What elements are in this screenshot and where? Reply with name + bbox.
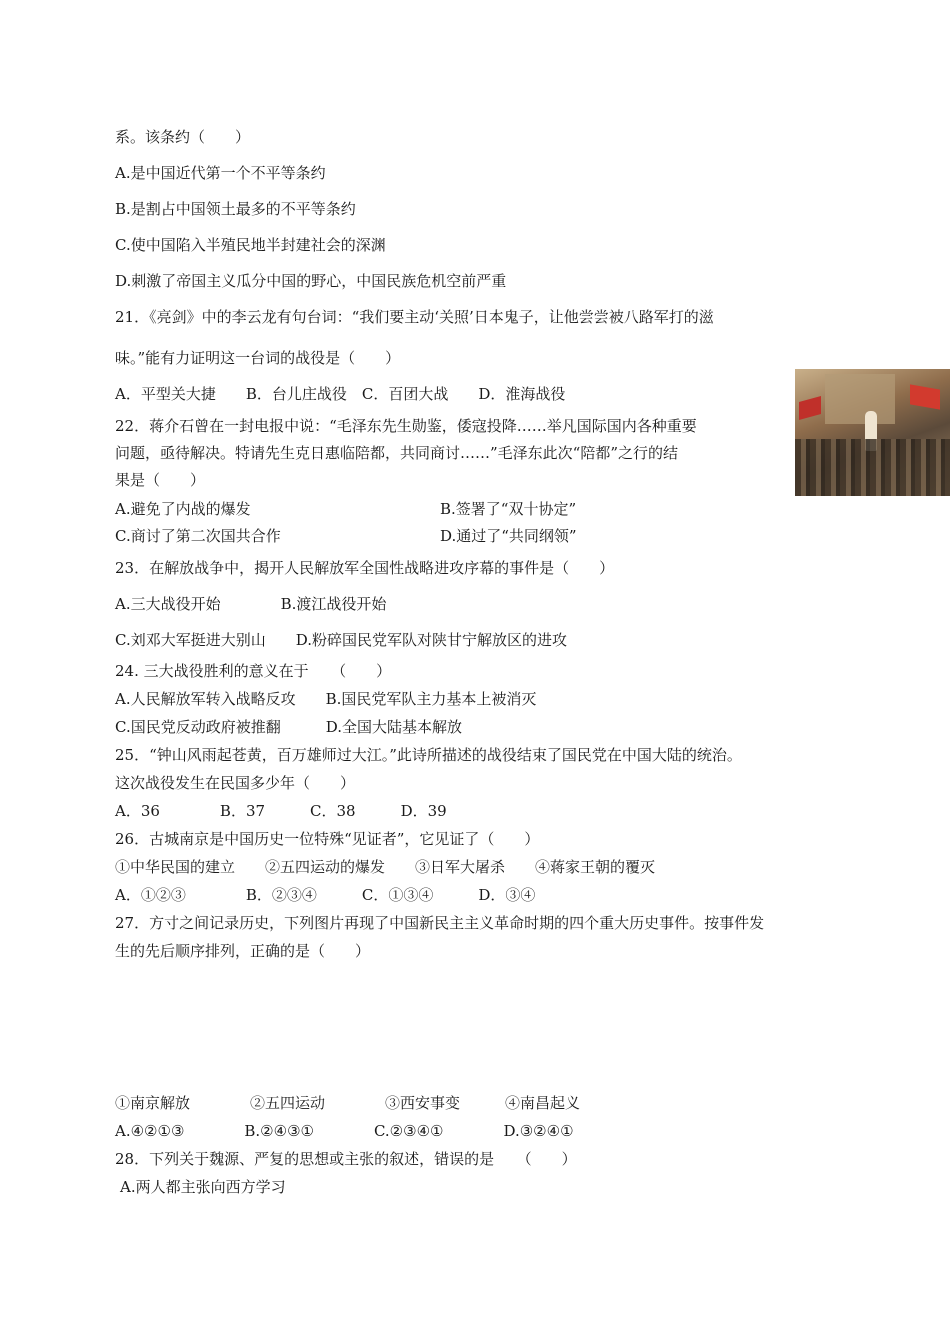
- q23-options-ab: A.三大战役开始 B.渡江战役开始: [115, 595, 387, 613]
- q23-stem: 23．在解放战争中，揭开人民解放军全国性战略进攻序幕的事件是（ ）: [115, 559, 615, 577]
- q25-stem-line2: 这次战役发生在民国多少年（ ）: [115, 774, 356, 792]
- q21-stem-line2: 味。”能有力证明这一台词的战役是（ ）: [115, 349, 401, 367]
- q23-options-cd: C.刘邓大军挺进大别山 D.粉碎国民党军队对陕甘宁解放区的进攻: [115, 631, 567, 649]
- q27-options: A.④②①③ B.②④③① C.②③④① D.③②④①: [115, 1122, 574, 1140]
- q22-option-d: D.通过了“共同纲领”: [440, 527, 577, 545]
- historical-painting: [795, 369, 950, 496]
- q26-options: A．①②③ B．②③④ C．①③④ D．③④: [115, 886, 536, 904]
- q26-stem: 26．古城南京是中国历史一位特殊“见证者”，它见证了（ ）: [115, 830, 540, 848]
- q24-options-cd: C.国民党反动政府被推翻 D.全国大陆基本解放: [115, 718, 462, 736]
- q27-items: ①南京解放 ②五四运动 ③西安事变 ④南昌起义: [115, 1094, 581, 1112]
- q25-options: A．36 B．37 C．38 D．39: [115, 802, 447, 820]
- q28-option-a: A.两人都主张向西方学习: [120, 1178, 286, 1196]
- q22-option-a: A.避免了内战的爆发: [115, 500, 251, 518]
- q21-stem-line1: 21．《亮剑》中的李云龙有句台词：“我们要主动‘关照’日本鬼子，让他尝尝被八路军打的滋: [115, 308, 714, 326]
- q26-items: ①中华民国的建立 ②五四运动的爆发 ③日军大屠杀 ④蒋家王朝的覆灭: [115, 858, 656, 876]
- q28-stem: 28．下列关于魏源、严复的思想或主张的叙述，错误的是 （ ）: [115, 1150, 577, 1168]
- q22-stem-line1: 22．蒋介石曾在一封电报中说：“毛泽东先生勋鉴，倭寇投降……举凡国际国内各种重要: [115, 417, 697, 435]
- q22-option-c: C.商讨了第二次国共合作: [115, 527, 281, 545]
- q22-stem-line2: 问题，亟待解决。特请先生克日惠临陪都，共同商讨……”毛泽东此次“陪都”之行的结: [115, 444, 679, 462]
- q27-stem-line1: 27．方寸之间记录历史，下列图片再现了中国新民主主义革命时期的四个重大历史事件。按事件发: [115, 914, 765, 932]
- q27-stem-line2: 生的先后顺序排列，正确的是（ ）: [115, 942, 371, 960]
- q20-option-d: D.刺激了帝国主义瓜分中国的野心，中国民族危机空前严重: [115, 272, 507, 290]
- q20-option-b: B.是割占中国领土最多的不平等条约: [115, 200, 356, 218]
- q21-options: A．平型关大捷 B．台儿庄战役 C．百团大战 D．淮海战役: [115, 385, 566, 403]
- q20-stem-end: 系。该条约（ ）: [115, 128, 251, 146]
- q20-option-c: C.使中国陷入半殖民地半封建社会的深渊: [115, 236, 386, 254]
- q25-stem-line1: 25．“钟山风雨起苍黄，百万雄师过大江。”此诗所描述的战役结束了国民党在中国大陆的统治。: [115, 746, 742, 764]
- q22-stem-line3: 果是（ ）: [115, 471, 206, 489]
- q20-option-a: A.是中国近代第一个不平等条约: [115, 164, 326, 182]
- q24-options-ab: A.人民解放军转入战略反攻 B.国民党军队主力基本上被消灭: [115, 690, 537, 708]
- q24-stem: 24. 三大战役胜利的意义在于 （ ）: [115, 662, 392, 680]
- q22-option-b: B.签署了“双十协定”: [440, 500, 577, 518]
